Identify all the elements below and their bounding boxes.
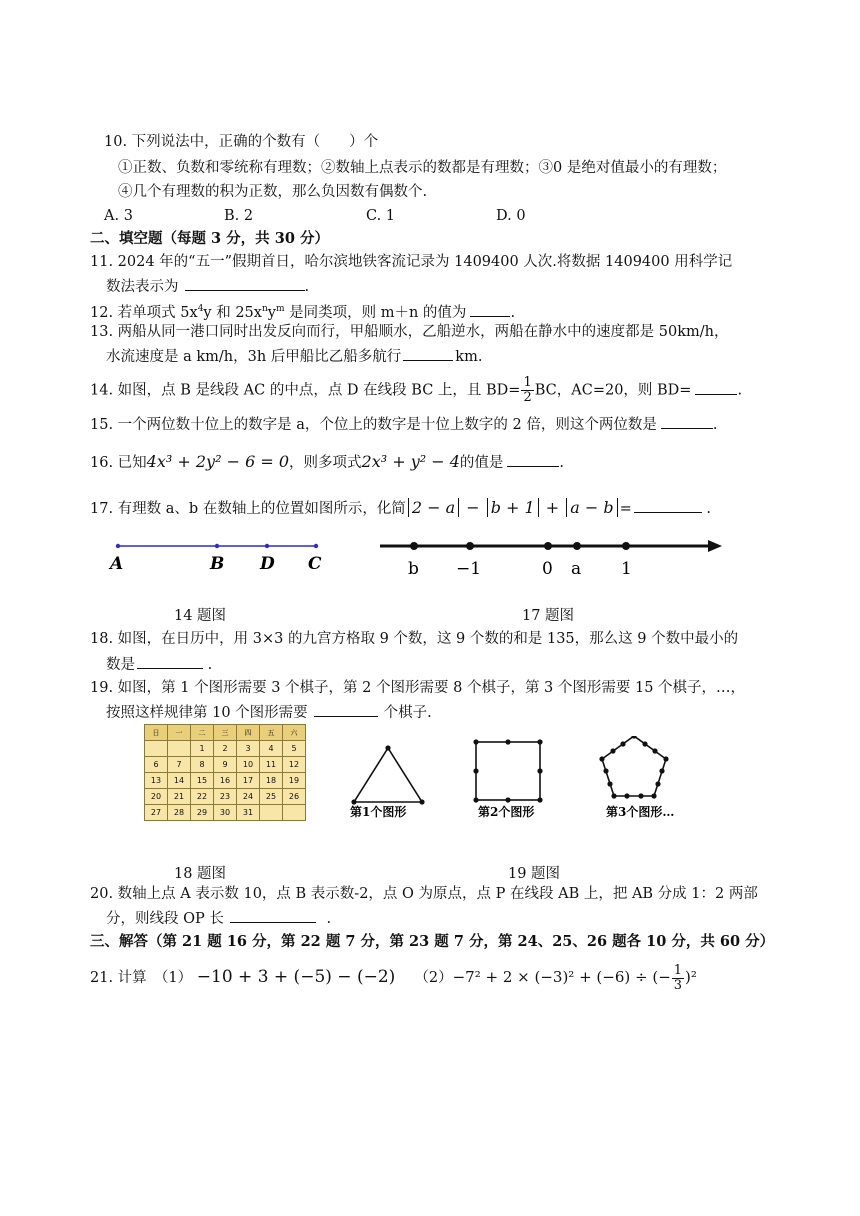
- figure-17-number-line: [376, 534, 726, 580]
- q16-pre: 16. 已知: [90, 455, 147, 471]
- q12-pre: 12. 若单项式 5x: [90, 304, 198, 321]
- figure-14-segment: [100, 534, 340, 580]
- q12-post: 是同类项，则 m＋n 的值为: [284, 304, 467, 321]
- q17-abs-2: b + 1: [487, 498, 539, 517]
- label-b-num: b: [408, 559, 419, 579]
- label-zero: 0: [542, 559, 553, 579]
- calendar-header-cell: 六: [283, 725, 306, 741]
- chess-piece: [611, 793, 616, 798]
- q17-answer-blank[interactable]: [634, 498, 702, 513]
- chess-piece: [652, 748, 657, 753]
- calendar-cell: 15: [191, 773, 214, 789]
- chess-piece: [537, 768, 542, 773]
- chess-piece: [624, 793, 629, 798]
- q18-answer-blank[interactable]: [137, 654, 203, 669]
- calendar-cell: 26: [283, 789, 306, 805]
- calendar-cell: 18: [260, 773, 283, 789]
- label-a: A: [110, 554, 124, 574]
- q17-abs-1: 2 − a: [408, 498, 459, 517]
- calendar-row: [145, 805, 306, 821]
- q21-part-1-label: （1）: [161, 970, 193, 986]
- chess-piece: [537, 797, 542, 802]
- q10-option-b: B. 2: [224, 208, 254, 224]
- q16-post: 的值是: [459, 455, 504, 471]
- chess-piece: [473, 768, 478, 773]
- calendar-cell: 31: [237, 805, 260, 821]
- pattern-1-label: 第1个图形: [350, 805, 407, 819]
- q10-option-d: D. 0: [496, 208, 526, 224]
- q10-statement-2: ④几个有理数的积为正数，那么负因数有偶数个.: [118, 184, 428, 200]
- point-b-mark: [410, 542, 418, 550]
- q19-line-1: 19. 如图，第 1 个图形需要 3 个棋子，第 2 个图形需要 8 个棋子，第 3 个图形需要 15 个棋子，…，: [90, 680, 746, 696]
- calendar-cell: 24: [237, 789, 260, 805]
- section-2-heading: 二、填空题（每题 3 分，共 30 分）: [90, 230, 329, 247]
- chess-piece: [655, 781, 660, 786]
- figure-17-caption: 17 题图: [522, 608, 575, 624]
- q17-pre: 17. 有理数 a、b 在数轴上的位置如图所示，化简: [90, 501, 406, 517]
- chess-piece: [620, 741, 625, 746]
- label-neg1: −1: [456, 559, 482, 579]
- calendar-cell: 22: [191, 789, 214, 805]
- calendar-row: [145, 757, 306, 773]
- label-a-num: a: [571, 559, 582, 579]
- chess-piece: [505, 797, 510, 802]
- q21-frac-num: 1: [673, 962, 683, 978]
- q11-answer-blank[interactable]: [185, 276, 305, 291]
- q21-frac-den: 3: [673, 977, 683, 993]
- calendar-cell: 14: [168, 773, 191, 789]
- calendar-cell: 28: [168, 805, 191, 821]
- point-b: [215, 544, 219, 548]
- q12-exp-2: n: [261, 304, 268, 314]
- q11-text: 数法表示为: [106, 279, 179, 295]
- q21-expression-2a: −7² + 2 × (−3)² + (−6) ÷ (−: [452, 968, 671, 986]
- chess-piece: [537, 739, 542, 744]
- chess-piece: [607, 781, 612, 786]
- q11-line-2: 数法表示为 .: [106, 276, 309, 297]
- point-a-mark: [573, 542, 581, 550]
- number-line-arrow: [708, 540, 722, 552]
- q16-answer-blank[interactable]: [507, 452, 559, 467]
- q20-line-2: 分，则线段 OP 长 .: [106, 908, 331, 929]
- q15-line: 15. 一个两位数十位上的数字是 a，个位上的数字是十位上数字的 2 倍，则这个两位数是 .: [90, 414, 717, 435]
- square-shape: [476, 742, 540, 800]
- chess-piece: [651, 793, 656, 798]
- q21-line: [90, 962, 697, 993]
- calendar-cell: 4: [260, 741, 283, 757]
- label-b: B: [210, 554, 225, 574]
- q12-answer-blank[interactable]: [470, 302, 510, 317]
- pattern-2-label: 第2个图形: [478, 805, 535, 819]
- q11-line-1: 11. 2024 年的“五一”假期首日，哈尔滨地铁客流记录为 1409400 人次.将数据 1409400 用科学记: [90, 254, 733, 270]
- q19-answer-blank[interactable]: [314, 702, 378, 717]
- calendar-header-cell: 五: [260, 725, 283, 741]
- chess-piece: [385, 745, 390, 750]
- q17-equals: =: [619, 501, 632, 517]
- q20-answer-blank[interactable]: [230, 908, 316, 923]
- chess-piece: [638, 793, 643, 798]
- q21-part-2-label: （2）: [414, 970, 453, 986]
- calendar-cell: 1: [191, 741, 214, 757]
- q13-unit: km.: [455, 349, 483, 365]
- figure-18-caption: 18 题图: [174, 866, 227, 882]
- calendar-cell: 29: [191, 805, 214, 821]
- q14-pre: 14. 如图，点 B 是线段 AC 的中点，点 D 在线段 BC 上，且 BD=: [90, 382, 521, 399]
- q12-exp-3: m: [275, 304, 285, 314]
- figure-19-patterns: [340, 736, 710, 826]
- q12-line: 12. 若单项式 $5x^4y$ 和 $25x^ny^m$ 是同类项，则 m＋n 的值为 .: [90, 299, 515, 323]
- q15-answer-blank[interactable]: [661, 414, 713, 429]
- calendar-cell: 13: [145, 773, 168, 789]
- q19-line-2: [106, 702, 432, 723]
- calendar-cell: 30: [214, 805, 237, 821]
- q10-option-a: A. 3: [104, 208, 133, 224]
- calendar-cell: 19: [283, 773, 306, 789]
- calendar-row: [145, 773, 306, 789]
- label-c: C: [308, 554, 322, 574]
- q12-mid-2: y: [267, 304, 276, 321]
- calendar-header-cell: 四: [237, 725, 260, 741]
- calendar-cell: 8: [191, 757, 214, 773]
- calendar-cell: 21: [168, 789, 191, 805]
- calendar-cell: 11: [260, 757, 283, 773]
- q20-text: 分，则线段 OP 长: [106, 911, 224, 927]
- calendar-header-cell: 一: [168, 725, 191, 741]
- label-one: 1: [621, 559, 632, 579]
- figure-19-caption: 19 题图: [508, 866, 561, 882]
- q18-line-1: 18. 如图，在日历中，用 3×3 的九宫方格取 9 个数，这 9 个数的和是 135，那么这 9 个数中最小的: [90, 631, 739, 647]
- calendar-cell: [283, 805, 306, 821]
- q17-line: 17. 有理数 a、b 在数轴上的位置如图所示，化简 2 − a − b + 1 + a − b = .: [90, 498, 711, 517]
- calendar-cell: [168, 741, 191, 757]
- q12-mid-1: y 和 25x: [203, 304, 262, 321]
- chess-piece: [603, 768, 608, 773]
- calendar-cell: 23: [214, 789, 237, 805]
- chess-piece: [473, 797, 478, 802]
- calendar-cell: 17: [237, 773, 260, 789]
- calendar-cell: 6: [145, 757, 168, 773]
- label-d: D: [260, 554, 275, 574]
- q19-text: 按照这样规律第 10 个图形需要: [106, 705, 308, 721]
- q13-text: 水流速度是 a km/h，3h 后甲船比乙船多航行: [106, 349, 402, 365]
- q10-option-c: C. 1: [366, 208, 396, 224]
- q19-suffix: 个棋子.: [383, 705, 432, 721]
- point-1-mark: [622, 542, 630, 550]
- q13-line-2: [106, 346, 482, 367]
- chess-piece: [663, 756, 668, 761]
- calendar-row: [145, 789, 306, 805]
- calendar-grid: [144, 724, 306, 821]
- q15-text: 15. 一个两位数十位上的数字是 a，个位上的数字是十位上数字的 2 倍，则这个两位数是: [90, 417, 657, 433]
- q21-expression-2b: )²: [685, 968, 697, 986]
- chess-piece: [473, 739, 478, 744]
- calendar-cell: 5: [283, 741, 306, 757]
- q18-line-2: 数是 .: [106, 654, 212, 675]
- calendar-cell: 7: [168, 757, 191, 773]
- calendar-header-row: [145, 725, 306, 741]
- point-0-mark: [544, 542, 552, 550]
- calendar-cell: 20: [145, 789, 168, 805]
- q17-plus: +: [540, 498, 565, 517]
- q21-expression-1: −10 + 3 + (−5) − (−2): [196, 967, 396, 987]
- q12-exp-1: 4: [197, 304, 204, 314]
- q17-minus: −: [461, 498, 485, 517]
- triangle-shape: [354, 748, 422, 802]
- calendar-cell: [145, 741, 168, 757]
- q16-mid: ，则多项式: [289, 455, 362, 471]
- figure-14-caption: 14 题图: [174, 608, 227, 624]
- calendar-cell: 16: [214, 773, 237, 789]
- pentagon-shape: [602, 736, 666, 796]
- q18-text: 数是: [106, 657, 135, 673]
- q16-line: 16. 已知4x³ + 2y² − 6 = 0，则多项式2x³ + y² − 4的值是 .: [90, 452, 565, 471]
- calendar-cell: 12: [283, 757, 306, 773]
- chess-piece: [599, 756, 604, 761]
- calendar-cell: 25: [260, 789, 283, 805]
- point-d: [265, 544, 269, 548]
- q14-line: 14. 如图，点 B 是线段 AC 的中点，点 D 在线段 BC 上，且 BD= $\frac{1}{2}$ BC，AC=20，则 BD= .: [90, 375, 743, 405]
- chess-piece: [659, 768, 664, 773]
- chess-piece: [642, 741, 647, 746]
- calendar-cell: 2: [214, 741, 237, 757]
- q13-answer-blank[interactable]: [403, 346, 453, 361]
- pattern-3-label: 第3个图形…: [606, 805, 675, 819]
- calendar-cell: [260, 805, 283, 821]
- chess-piece: [610, 748, 615, 753]
- q10-statement-1: ①正数、负数和零统称有理数；②数轴上点表示的数都是有理数；③0 是绝对值最小的有理数；: [118, 160, 727, 176]
- calendar-cell: 9: [214, 757, 237, 773]
- q21-label: 21. 计算: [90, 970, 147, 986]
- calendar-cell: 3: [237, 741, 260, 757]
- calendar-row: [145, 741, 306, 757]
- q21-fraction: [672, 964, 684, 993]
- q14-frac-num: 1: [523, 375, 532, 390]
- q16-equation: 4x³ + 2y² − 6 = 0: [146, 452, 290, 471]
- calendar-header-cell: 二: [191, 725, 214, 741]
- point-c: [314, 544, 318, 548]
- calendar-header-cell: 日: [145, 725, 168, 741]
- calendar-header-cell: 三: [214, 725, 237, 741]
- q20-line-1: 20. 数轴上点 A 表示数 10，点 B 表示数-2，点 O 为原点，点 P 在线段 AB 上，把 AB 分成 1：2 两部: [90, 886, 758, 902]
- chess-piece: [505, 739, 510, 744]
- calendar-cell: 27: [145, 805, 168, 821]
- q14-post: BC，AC=20，则 BD=: [534, 382, 692, 399]
- q10-stem: 10. 下列说法中，正确的个数有（ ）个: [104, 134, 379, 150]
- q14-fraction: [521, 376, 533, 405]
- q14-frac-den: 2: [523, 390, 532, 405]
- q17-abs-3: a − b: [566, 498, 617, 517]
- calendar-cell: 10: [237, 757, 260, 773]
- q16-polynomial: 2x³ + y² − 4: [361, 452, 460, 471]
- section-3-heading: 三、解答（第 21 题 16 分，第 22 题 7 分，第 23 题 7 分，第 24、25、26 题各 10 分，共 60 分）: [90, 933, 775, 950]
- chess-piece: [419, 799, 424, 804]
- q13-line-1: 13. 两船从同一港口同时出发反向而行，甲船顺水，乙船逆水，两船在静水中的速度都是 50km/h，: [90, 324, 729, 340]
- point-neg1-mark: [466, 542, 474, 550]
- chess-piece: [351, 799, 356, 804]
- point-a: [116, 544, 120, 548]
- q14-answer-blank[interactable]: [695, 380, 737, 395]
